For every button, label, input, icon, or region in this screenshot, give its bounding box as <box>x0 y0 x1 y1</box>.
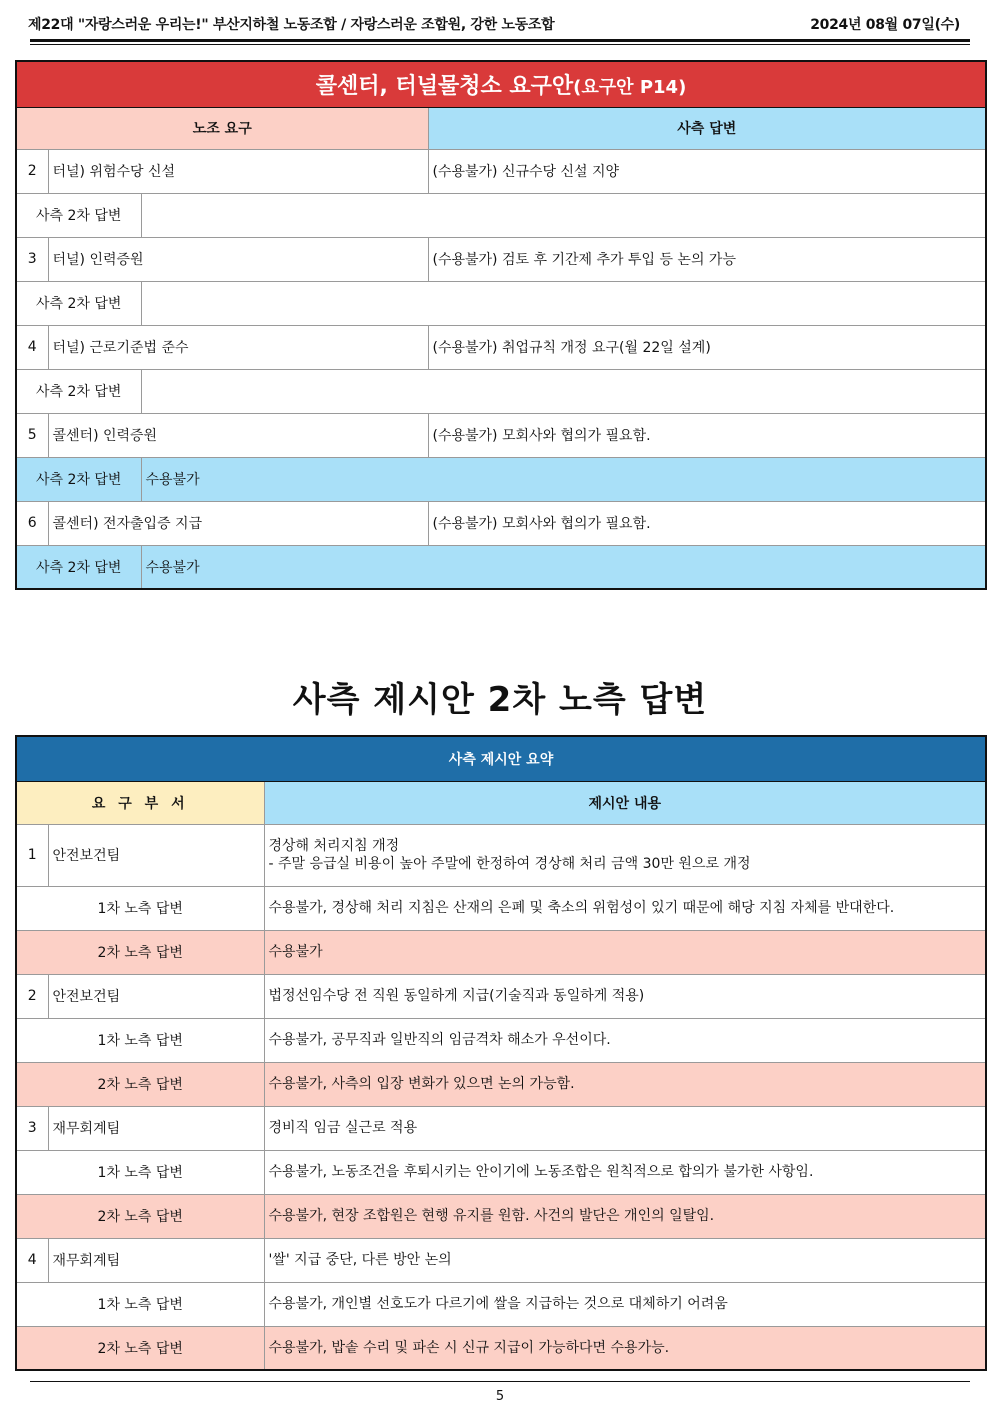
demand-table-title: 콜센터, 터널물청소 요구안(요구안 P14) <box>16 61 986 107</box>
header-date: 2024년 08월 07일(수) <box>810 17 960 33</box>
first-answer-row: 1차 노측 답변 수용불가, 노동조건을 후퇴시키는 안이기에 노동조합은 원칙적으로 합의가 불가한 사항임. <box>16 1150 986 1194</box>
second-answer-row: 사측 2차 답변 수용불가 <box>16 545 986 589</box>
header-rule-thick <box>30 39 970 42</box>
demand-table <box>15 60 987 590</box>
table-row: 5 콜센터) 인력증원 (수용불가) 모회사와 협의가 필요함. <box>16 413 986 457</box>
first-answer-row: 1차 노측 답변 수용불가, 공무직과 일반직의 임금격차 해소가 우선이다. <box>16 1018 986 1062</box>
table-row: 6 콜센터) 전자출입증 지급 (수용불가) 모회사와 협의가 필요함. <box>16 501 986 545</box>
page-number: 5 <box>495 1389 505 1404</box>
col-header-dept: 요 구 부 서 <box>16 781 264 824</box>
footer-rule <box>30 1381 970 1382</box>
table-row: 3 재무회계팀 경비직 임금 실근로 적용 <box>16 1106 986 1150</box>
table-row: 4 터널) 근로기준법 준수 (수용불가) 취업규칙 개정 요구(월 22일 설계) <box>16 325 986 369</box>
proposal-table <box>15 735 987 1371</box>
second-answer-row: 2차 노측 답변 수용불가, 현장 조합원은 현행 유지를 원함. 사건의 발단은 개인의 일탈임. <box>16 1194 986 1238</box>
first-answer-row: 1차 노측 답변 수용불가, 개인별 선호도가 다르기에 쌀을 지급하는 것으로 대체하기 어려움 <box>16 1282 986 1326</box>
second-answer-row: 2차 노측 답변 수용불가 <box>16 930 986 974</box>
proposal-table-title: 사측 제시안 요약 <box>16 736 986 781</box>
second-answer-row: 사측 2차 답변 <box>16 193 986 237</box>
col-header-content: 제시안 내용 <box>264 781 986 824</box>
second-answer-row: 사측 2차 답변 <box>16 281 986 325</box>
page-header <box>28 12 960 36</box>
second-answer-row: 2차 노측 답변 수용불가, 사측의 입장 변화가 있으면 논의 가능함. <box>16 1062 986 1106</box>
col-header-union: 노조 요구 <box>16 107 428 149</box>
first-answer-row: 1차 노측 답변 수용불가, 경상해 처리 지침은 산재의 은폐 및 축소의 위험성이 있기 때문에 해당 지침 자체를 반대한다. <box>16 886 986 930</box>
table-row: 2 터널) 위험수당 신설 (수용불가) 신규수당 신설 지양 <box>16 149 986 193</box>
second-answer-row: 2차 노측 답변 수용불가, 밥솥 수리 및 파손 시 신규 지급이 가능하다면 수용가능. <box>16 1326 986 1370</box>
header-title: 제22대 "자랑스러운 우리는!" 부산지하철 노동조합 / 자랑스러운 조합원, 강한 노동조합 <box>28 17 555 33</box>
section-title: 사측 제시안 2차 노측 답변 <box>292 680 708 720</box>
table-row: 2 안전보건팀 법정선임수당 전 직원 동일하게 지급(기술직과 동일하게 적용) <box>16 974 986 1018</box>
table-row: 4 재무회계팀 '쌀' 지급 중단, 다른 방안 논의 <box>16 1238 986 1282</box>
header-rule-thin <box>30 44 970 45</box>
second-answer-row: 사측 2차 답변 수용불가 <box>16 457 986 501</box>
second-answer-row: 사측 2차 답변 <box>16 369 986 413</box>
table-row: 1 안전보건팀 경상해 처리지침 개정 - 주말 응급실 비용이 높아 주말에 한정하여 경상해 처리 금액 30만 원으로 개정 <box>16 824 986 886</box>
table-row: 3 터널) 인력증원 (수용불가) 검토 후 기간제 추가 투입 등 논의 가능 <box>16 237 986 281</box>
col-header-company: 사측 답변 <box>428 107 986 149</box>
